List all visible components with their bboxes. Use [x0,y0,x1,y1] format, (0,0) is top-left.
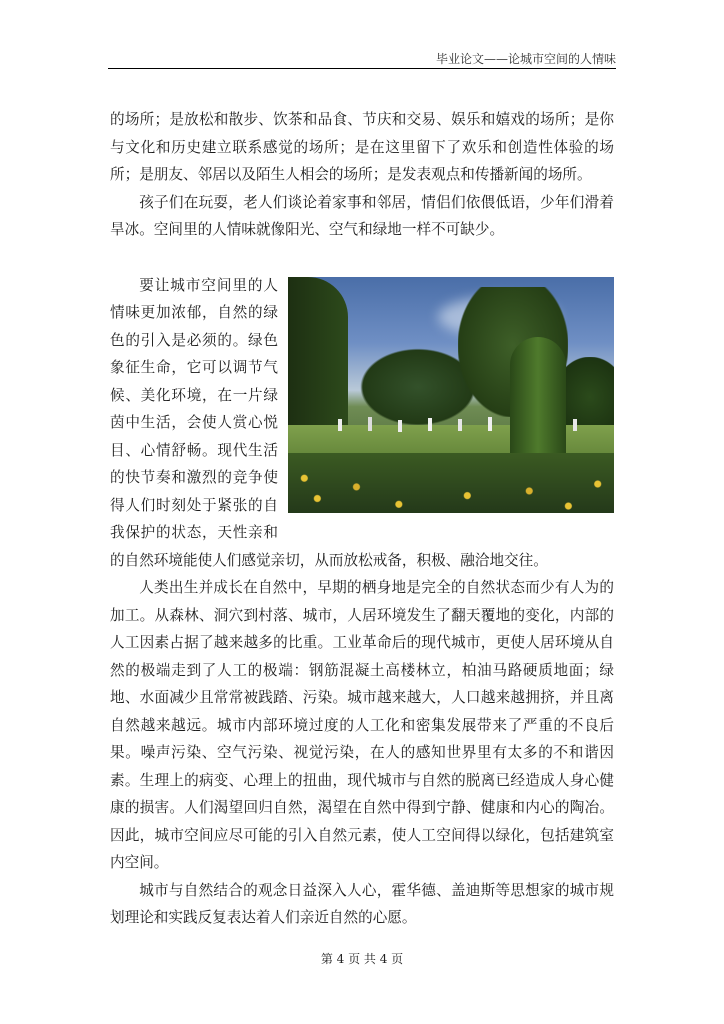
photo-flowers [288,455,614,513]
running-header: 毕业论文——论城市空间的人情味 [435,52,616,66]
paragraph-gap [110,244,614,272]
paragraph-3: 要让城市空间里的人情味更加浓郁，自然的绿色的引入是必须的。绿色象征生命，它可以调节气候、美化环境，在一片绿茵中生活，会使人赏心悦目、心情舒畅。现代生活的快节奏和激烈的竞争使得人们时刻处于紧张的自我保护的状态，天性亲和的自然环境能使人们感觉亲切，从而放松戒备，积极、融洽地交往。 [110,276,548,569]
paragraph-4: 人类出生并成长在自然中，早期的栖身地是完全的自然状态而少有人为的加工。从森林、洞穴到村落、城市，人居环境发生了翻天覆地的变化，内部的人工因素占据了越来越多的比重。工业革命后的现代城市，更使人居环境从自然的极端走到了人工的极端：钢筋混凝土高楼林立，柏油马路硬质地面；绿地、水面减少且常常被践踏、污染。城市越来越大，人口越来越拥挤，并且离自然越来越远。城市内部环境过度的人工化和密集发展带来了严重的不良后果。噪声污染、空气污染、视觉污染，在人的感知世界里有太多的不和谐因素。生理上的病变、心理上的扭曲，现代城市与自然的脱离已经造成人身心健康的损害。人们渴望回归自然，渴望在自然中得到宁静、健康和内心的陶冶。因此，城市空间应尽可能的引入自然元素，使人工空间得以绿化，包括建筑室内空间。 [110,579,614,871]
photo-tree-left [288,277,348,437]
paragraph-2: 孩子们在玩耍，老人们谈论着家事和邻居，情侣们依偎低语，少年们滑着旱冰。空间里的人情味就像阳光、空气和绿地一样不可缺少。 [110,193,614,238]
park-photo [288,277,614,513]
page-number: 第 4 页 共 4 页 [320,952,404,966]
paragraph-1: 的场所；是放松和散步、饮茶和品食、节庆和交易、娱乐和嬉戏的场所；是你与文化和历史建立联系感觉的场所；是在这里留下了欢乐和创造性体验的场所；是朋友、邻居以及陌生人相会的场所；是发表观点和传播新闻的场所。 [110,111,614,183]
header-rule [108,68,616,69]
paragraph-5: 城市与自然结合的观念日益深入人心，霍华德、盖迪斯等思想家的城市规划理论和实践反复表达着人们亲近自然的心愿。 [110,881,614,926]
page-body [110,106,614,932]
